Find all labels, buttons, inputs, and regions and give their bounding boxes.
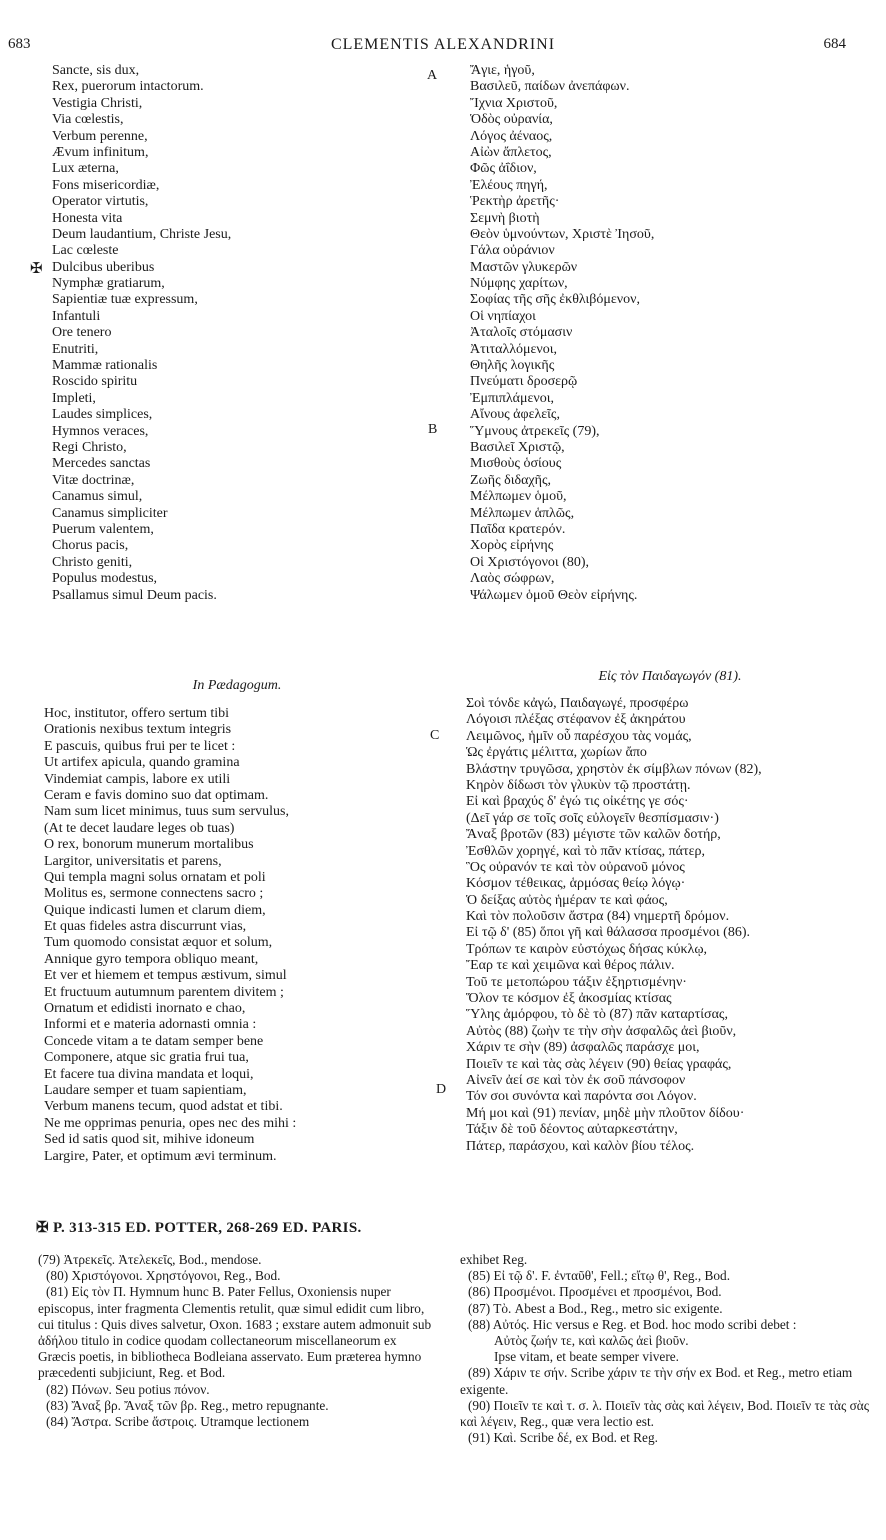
latin-hymn-line: Canamus simpliciter [52,505,168,521]
greek-poem-line: Μή μοι καὶ (91) πενίαν, μηδὲ μὴν πλοῦτον δίδου· [466,1105,745,1121]
greek-poem-line: Τάξιν δὲ τοῦ δέοντος αὐταρκεστάτην, [466,1122,678,1138]
latin-poem-line: Nam sum licet minimus, tuus sum servulus, [44,804,289,820]
footnote: (91) Καὶ. Scribe δέ, ex Bod. et Reg. [468,1430,658,1446]
greek-poem-line: Ποιεῖν τε καὶ τὰς σὰς λέγειν (90) θείας γραφάς, [466,1056,732,1072]
greek-poem-line: Λειμῶνος, ἡμῖν οὗ παρέσχου τὰς νομάς, [466,728,692,744]
greek-poem-line: Ὡς ἐργάτις μέλιττα, χωρίων ἄπο [466,745,647,761]
edition-reference: P. 313-315 ED. POTTER, 268-269 ED. PARIS. [52,1220,362,1236]
greek-poem-line: Ὅλον τε κόσμον ἐξ ἀκοσμίας κτίσας [466,991,672,1007]
footnote: (81) Εἰς τὸν Π. Hymnum hunc B. Pater Fellus, Oxoniensis nuper episcopus, inter fragmenta Clementis retulit, quæ simul edidit cum libro, cui titulus : Quis dives salvetur, Oxon. 1683 ; exstare autem admonuit sub ἀδήλου titulo in codice quodam collectaneorum miscellaneorum ex Græcis poetis, in bibliotheca Bodleiana asservato. Eum præterea hymno præcedenti subjiciunt, Reg. et Bod. [38,1284,432,1381]
footnote: (88) Αὐτός. Hic versus e Reg. et Bod. hoc modo scribi debet : [468,1316,797,1332]
latin-poem-line: Molitus es, sermone connectens sacro ; [44,886,264,902]
greek-poem-line: Εἰ καὶ βραχύς δ' ἐγώ τις οἰκέτης γε σός· [466,794,689,810]
margin-letter-b: B [428,422,438,437]
greek-poem-line: Τοῦ τε μετοπώρου τάξιν ἐξηρτισμένην· [466,974,687,990]
greek-hymn-line: Νύμφης χαρίτων, [470,276,568,292]
greek-hymn-line: Λαὸς σώφρων, [470,571,555,587]
latin-hymn-line: Deum laudantium, Christe Jesu, [52,226,232,242]
greek-poem-line: Ὁ δείξας αὐτὸς ἡμέραν τε καὶ φάος, [466,892,668,908]
greek-poem-line: Ἄναξ βροτῶν (83) μέγιστε τῶν καλῶν δοτήρ, [466,827,721,843]
latin-hymn-line: Impleti, [52,390,96,406]
latin-hymn-line: Dulcibus uberibus [52,259,155,275]
latin-poem-line: Largitor, universitatis et parens, [44,853,222,869]
latin-poem-line: Ne me opprimas penuria, opes nec des mihi : [44,1115,297,1131]
footnote: (79) Ἀτρεκεῖς. Ἀτελεκεῖς, Bod., mendose. [38,1252,262,1267]
greek-hymn-line: Ἀτιταλλόμενοι, [470,341,558,357]
latin-poem-line: Annique gyro tempora obliquo meant, [44,951,259,967]
latin-poem-line: Largire, Pater, et optimum ævi terminum. [44,1148,277,1164]
latin-hymn-line: Rex, puerorum intactorum. [52,79,204,95]
edition-line [36,1218,362,1237]
greek-hymn-line: Ἄγιε, ἡγοῦ, [470,63,535,78]
latin-hymn-line: Puerum valentem, [52,521,154,537]
latin-poem-line: Componere, atque sic gratia frui tua, [44,1050,249,1066]
greek-poem-line: Ὕλης ἀμόρφου, τὸ δὲ τὸ (87) πᾶν καταρτίσας, [466,1007,728,1023]
greek-hymn-line: Παῖδα κρατερόν. [470,521,566,537]
latin-hymn-line: Populus modestus, [52,571,158,587]
latin-poem-line: Ornatum et edidisti inornato e chao, [44,1001,246,1017]
greek-hymn-line: Οἱ Χριστόγονοι (80), [470,554,590,570]
greek-poem-line: (Δεῖ γάρ σε τοῖς σοῖς εὐλογεῖν θεσπίσμασιν·) [466,810,719,826]
greek-poem-title: Εἰς τὸν Παιδαγωγόν (81). [598,669,742,684]
greek-hymn-line: Λόγος ἀέναος, [470,128,553,144]
greek-hymn-line: Μισθοὺς ὁσίους [470,456,562,472]
latin-poem-line: Concede vitam a te datam semper bene [44,1033,264,1049]
greek-hymn-line: Μαστῶν γλυκερῶν [470,259,578,275]
latin-poem-line: Vindemiat campis, labore ex utili [44,771,231,787]
greek-poem [466,696,876,1155]
footnote: (90) Ποιεῖν τε καὶ τ. σ. λ. Ποιεῖν τὰς σὰς καὶ λέγειν, Bod. Ποιεῖν τε τὰς σὰς καὶ λέγειν, Reg., quæ vera lectio est. [460,1397,870,1430]
running-title: CLEMENTIS ALEXANDRINI [330,36,556,53]
latin-poem-line: O rex, bonorum munerum mortalibus [44,837,254,853]
latin-hymn-line: Psallamus simul Deum pacis. [52,587,217,603]
greek-hymn-line: Θεὸν ὑμνούντων, Χριστὲ Ἰησοῦ, [470,226,655,242]
latin-hymn-line: Lux æterna, [52,161,119,177]
greek-poem-line: Ἔαρ τε καὶ χειμῶνα καὶ θέρος πάλιν. [466,958,675,974]
greek-hymn-line: Ἴχνια Χριστοῦ, [470,95,558,111]
footnote: (82) Πόνων. Seu potius πόνον. [46,1381,210,1397]
latin-hymn-line: Mammæ rationalis [52,358,158,374]
latin-poem-line: Orationis nexibus textum integris [44,722,232,738]
greek-poem-line: Τόν σοι συνόντα καὶ παρόντα σοι Λόγον. [466,1089,697,1105]
latin-hymn-line: Vitæ doctrinæ, [52,472,135,488]
latin-hymn-line: Roscido spiritu [52,374,138,390]
latin-poem-line: Et facere tua divina mandata et loqui, [44,1066,254,1082]
greek-poem-line: Εἰ τῷ δ' (85) ὅποι γῆ καὶ θάλασσα προσμένοι (86). [466,925,750,941]
latin-poem-line: Ceram e favis domino suo dat optimam. [44,787,269,803]
greek-hymn-line: Ὁδὸς οὐρανία, [470,112,553,128]
greek-poem-line: Καὶ τὸν πολοῦσιν ἄστρα (84) νημερτῆ δρόμον. [466,909,730,925]
latin-poem-line: Informi et e materia adornasti omnia : [44,1017,257,1033]
margin-letter-c: C [430,728,440,743]
latin-hymn-line: Ævum infinitum, [52,144,149,160]
greek-hymn-line: Ἐμπιπλάμενοι, [470,390,554,406]
latin-poem-line: E pascuis, quibus frui per te licet : [44,738,236,754]
greek-hymn-line: Ψάλωμεν ὁμοῦ Θεὸν εἰρήνης. [470,587,638,603]
greek-hymn-line: Βασιλεῦ, παίδων ἀνεπάφων. [470,79,630,95]
greek-hymn-line: Θηλῆς λογικῆς [470,358,555,374]
footnotes-left [38,1252,433,1430]
latin-hymn-line: Canamus simul, [52,489,143,505]
greek-hymn-line: Βασιλεῖ Χριστῷ, [470,439,565,455]
greek-hymn-line: Ῥεκτὴρ ἀρετῆς· [470,194,560,210]
latin-hymn-line: Honesta vita [52,210,123,226]
greek-poem-line: Χάριν τε σὴν (89) ἀσφαλῶς παράσχε μοι, [466,1040,700,1056]
latin-hymn-line: Vestigia Christi, [52,95,143,111]
greek-hymn-line: Χορὸς εἰρήνης [470,538,554,554]
latin-poem-line: (At te decet laudare leges ob tuas) [44,820,235,836]
latin-hymn-line: Christo geniti, [52,554,133,570]
latin-poem-line: Tum quomodo consistat æquor et solum, [44,935,273,951]
cross-mark-icon: ✠ [36,1220,49,1236]
greek-hymn-line: Μέλπωμεν ἁπλῶς, [470,505,575,521]
greek-poem-line: Αὐτὸς (88) ζωὴν τε τὴν σὴν ἀσφαλῶς ἀεὶ βιοῦν, [466,1023,737,1039]
latin-hymn-line: Laudes simplices, [52,407,153,423]
latin-poem-line: Ut artifex apicula, quando gramina [44,755,240,771]
footnote: (83) Ἄναξ βρ. Ἄναξ τῶν βρ. Reg., metro repugnante. [46,1397,329,1413]
greek-hymn-line: Φῶς ἀΐδιον, [470,161,537,177]
margin-letter-a: A [427,68,438,83]
greek-hymn-line: Ὕμνους ἀτρεκεῖς (79), [470,423,600,439]
footnote: (80) Χριστόγονοι. Χρηστόγονοι, Reg., Bod. [46,1268,281,1284]
greek-hymn-line: Ἐλέους πηγή, [470,177,548,193]
page-number-right: 684 [823,36,846,52]
latin-hymn-line: Ore tenero [52,325,112,341]
latin-poem-title: In Pædagogum. [192,678,282,693]
latin-hymn-line: Verbum perenne, [52,128,148,144]
latin-poem-line: Et fructuum autumnum parentem divitem ; [44,984,284,1000]
greek-hymn-line: Σεμνὴ βιοτὴ [470,210,540,226]
latin-hymn-line: Operator virtutis, [52,194,149,210]
latin-hymn-line: Enutriti, [52,341,99,357]
greek-poem-line: Ὃς οὐρανόν τε καὶ τὸν οὐρανοῦ μόνος [466,859,685,875]
latin-hymn-line: Infantuli [52,308,101,324]
cross-mark-icon: ✠ [30,261,43,277]
latin-hymn-line: Chorus pacis, [52,538,129,554]
latin-poem [44,706,434,1165]
greek-poem-line: Κηρὸν δίδωσι τὸν γλυκὺν τῷ προστάτῃ. [466,777,691,793]
latin-hymn-line: Lac cœleste [52,243,119,259]
latin-poem-line: Laudare semper et tuam sapientiam, [44,1082,247,1098]
greek-hymn-line: Γάλα οὐράνιον [470,243,555,259]
greek-poem-line: Κόσμον τέθεικας, ἁρμόσας θείῳ λόγῳ· [466,876,686,892]
greek-poem-line: Αἰνεῖν ἀεί σε καὶ τὸν ἐκ σοῦ πάνσοφον [466,1072,686,1088]
latin-poem-line: Et quas fideles astra discurrunt vias, [44,919,247,935]
greek-hymn-line: Οἱ νηπίαχοι [470,308,536,324]
greek-hymn-line: Αἰὼν ἄπλετος, [470,144,552,160]
latin-poem-line: Qui templa magni solus ornatam et poli [44,869,266,885]
greek-hymn-line: Ζωῆς διδαχῆς, [470,472,552,488]
footnote: (87) Τὸ. Abest a Bod., Reg., metro sic exigente. [468,1300,723,1316]
latin-poem-line: Et ver et hiemem et tempus æstivum, simul [44,968,287,984]
latin-hymn-line: Regi Christo, [52,439,127,455]
latin-hymn-line: Hymnos veraces, [52,423,149,439]
page-number-left: 683 [8,36,31,52]
greek-poem-line: Ἐσθλῶν χορηγέ, καὶ τὸ πᾶν κτίσας, πάτερ, [466,843,705,859]
latin-poem-line: Verbum manens tecum, quod adstat et tibi. [44,1099,283,1115]
footnote: (89) Χάριν τε σήν. Scribe χάριν τε τὴν σήν ex Bod. et Reg., metro etiam exigente. [460,1365,853,1397]
greek-hymn [470,63,870,604]
footnote: (85) Εἰ τῷ δ'. F. ἐνταῦθ', Fell.; εἴτῳ θ', Reg., Bod. [468,1268,731,1284]
greek-poem-line: Τρόπων τε καιρὸν εὐστόχως δήσας κύκλῳ, [466,941,708,957]
footnote: (86) Προσμένοι. Προσμένει et προσμένοι, Bod. [468,1284,722,1300]
latin-poem-line: Quique indicasti lumen et clarum diem, [44,902,266,918]
margin-letter-d: D [436,1082,447,1097]
greek-poem-line: Πάτερ, παράσχου, καὶ καλὸν βίου τέλος. [466,1138,695,1154]
greek-poem-line: Βλάστην τρυγῶσα, χρηστὸν ἐκ σίμβλων πόνων (82), [466,761,762,777]
footnote: exhibet Reg. [460,1252,528,1267]
latin-hymn-line: Via cœlestis, [52,112,124,128]
footnote: Ipse vitam, et beate semper vivere. [494,1349,679,1365]
footnote: Αὐτὸς ζωήν τε, καὶ καλῶς ἀεὶ βιοῦν. [494,1333,689,1349]
latin-poem-line: Sed id satis quod sit, mihive idoneum [44,1132,255,1148]
greek-poem-line: Λόγοισι πλέξας στέφανον ἐξ ἀκηράτου [466,712,686,728]
latin-hymn-line: Nymphæ gratiarum, [52,276,165,292]
greek-hymn-line: Μέλπωμεν ὁμοῦ, [470,489,567,505]
footnote: (84) Ἄστρα. Scribe ἄστροις. Utramque lectionem [46,1414,310,1430]
latin-hymn-line: Sancte, sis dux, [52,63,140,78]
greek-hymn-line: Αἴνους ἀφελεῖς, [470,407,560,423]
greek-hymn-line: Ἀταλοῖς στόμασιν [470,325,573,341]
latin-hymn-line: Fons misericordiæ, [52,177,160,193]
latin-hymn-line: Sapientiæ tuæ expressum, [52,292,198,308]
latin-hymn-line: Mercedes sanctas [52,456,151,472]
footnotes-right [460,1252,872,1446]
greek-hymn-line: Πνεύματι δροσερῷ [470,374,578,390]
greek-poem-line: Σοὶ τόνδε κἀγώ, Παιδαγωγέ, προσφέρω [466,696,689,711]
latin-hymn [52,63,422,604]
latin-poem-line: Hoc, institutor, offero sertum tibi [44,706,230,721]
greek-hymn-line: Σοφίας τῆς σῆς ἐκθλιβόμενον, [470,292,640,308]
